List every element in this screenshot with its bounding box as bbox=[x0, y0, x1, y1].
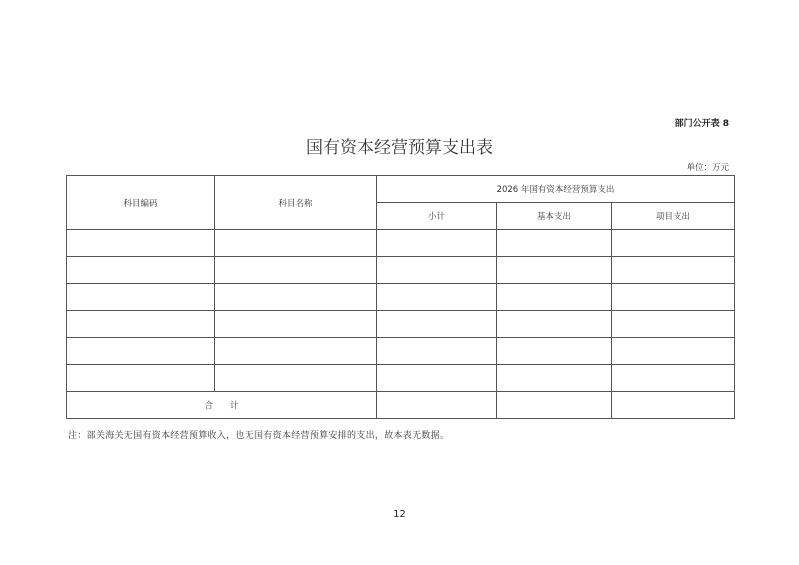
table-cell bbox=[67, 230, 215, 257]
table-cell bbox=[215, 230, 377, 257]
table-cell bbox=[67, 365, 215, 392]
table-cell bbox=[377, 365, 497, 392]
table-cell bbox=[215, 284, 377, 311]
header-subtotal: 小计 bbox=[377, 203, 497, 230]
table-cell bbox=[377, 284, 497, 311]
table-cell bbox=[67, 338, 215, 365]
page-title: 国有资本经营预算支出表 bbox=[306, 138, 493, 158]
table-cell bbox=[497, 230, 612, 257]
header-budget-group: 2026 年国有资本经营预算支出 bbox=[377, 176, 735, 203]
table-cell bbox=[377, 230, 497, 257]
table-cell bbox=[215, 257, 377, 284]
table-cell bbox=[612, 230, 735, 257]
table-cell bbox=[497, 257, 612, 284]
table-cell bbox=[377, 257, 497, 284]
table-cell bbox=[377, 311, 497, 338]
table-cell bbox=[612, 365, 735, 392]
table-cell bbox=[215, 365, 377, 392]
table-cell bbox=[497, 392, 612, 419]
table-cell bbox=[497, 311, 612, 338]
table-cell bbox=[612, 311, 735, 338]
table-cell bbox=[612, 392, 735, 419]
unit-label: 单位：万元 bbox=[686, 163, 729, 173]
table-cell bbox=[67, 284, 215, 311]
total-label: 合 计 bbox=[67, 392, 377, 419]
table-row bbox=[67, 365, 735, 392]
table-cell bbox=[612, 257, 735, 284]
table-cell bbox=[497, 365, 612, 392]
table-cell bbox=[215, 311, 377, 338]
table-row bbox=[67, 284, 735, 311]
table-cell bbox=[497, 338, 612, 365]
table-cell bbox=[497, 284, 612, 311]
budget-table bbox=[66, 175, 735, 419]
table-row bbox=[67, 311, 735, 338]
header-subject-name: 科目名称 bbox=[215, 176, 377, 230]
table-cell bbox=[215, 338, 377, 365]
page-number: 12 bbox=[393, 509, 406, 520]
header-subject-code: 科目编码 bbox=[67, 176, 215, 230]
table-cell bbox=[377, 392, 497, 419]
table-cell bbox=[67, 257, 215, 284]
table-row bbox=[67, 338, 735, 365]
table-row bbox=[67, 257, 735, 284]
table-cell bbox=[612, 284, 735, 311]
table-cell bbox=[377, 338, 497, 365]
total-row bbox=[67, 392, 735, 419]
table-row bbox=[67, 230, 735, 257]
table-cell bbox=[612, 338, 735, 365]
header-project-expense: 项目支出 bbox=[612, 203, 735, 230]
table-tag: 部门公开表 8 bbox=[674, 119, 729, 129]
header-basic-expense: 基本支出 bbox=[497, 203, 612, 230]
footnote: 注：部关海关无国有资本经营预算收入，也无国有资本经营预算安排的支出，故本表无数据。 bbox=[68, 431, 450, 441]
table-cell bbox=[67, 311, 215, 338]
